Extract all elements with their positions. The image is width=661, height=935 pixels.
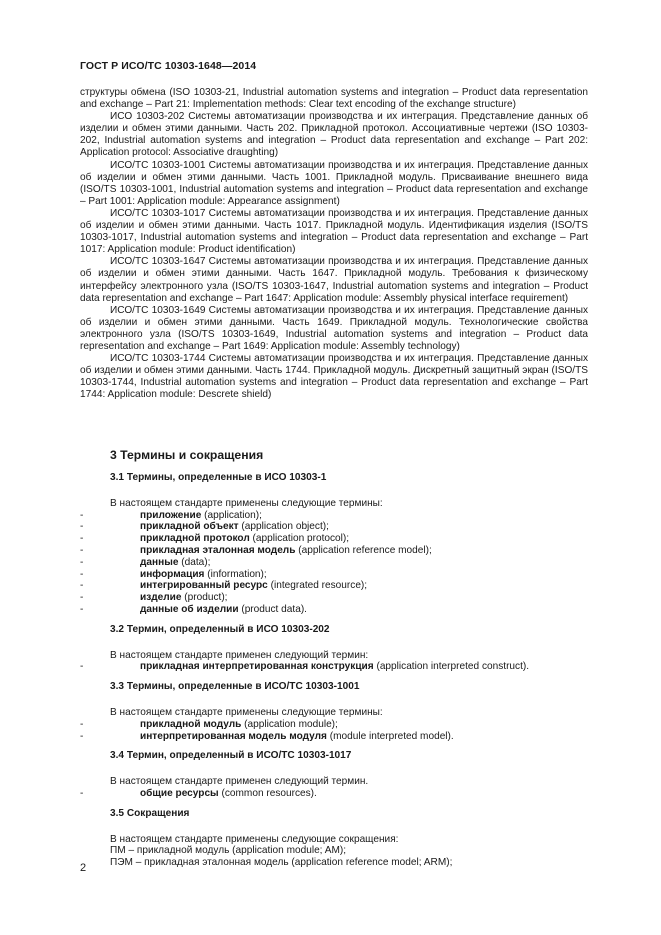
subsection-lead: В настоящем стандарте применены следующие термины: [110,706,383,718]
term-translation: (application object); [238,521,329,533]
term-name: прикладная интерпретированная конструкция [140,661,374,673]
term-translation: (module interpreted model). [326,730,454,742]
term-name: прикладной протокол [140,533,250,545]
subsection-heading: 3.2 Термин, определенный в ИСО 10303-202 [110,623,330,635]
term-translation: (application); [201,509,262,521]
subsection-heading: 3.3 Термины, определенные в ИСО/ТС 10303-1001 [110,681,360,693]
term-translation: (information); [204,568,267,580]
term-item: - прикладная интерпретированная конструкция (application interpreted construct). [80,661,530,673]
term-item: - данные об изделии (product data). [80,603,307,615]
term-name: изделие [140,592,182,604]
term-name: прикладная эталонная модель [140,544,296,556]
term-name: общие ресурсы [140,787,219,799]
reference-paragraph: ИСО/ТС 10303-1017 Системы автоматизации производства и их интеграция. Представление данных об изделии и обмен этими данными. Часть 1017. Прикладной модуль. Идентификация изделия (ISO/TS 10303-1017, Industrial automation systems and integration – Product data representation and exchange – Part 1017: Application module: Product identification) [80,207,588,256]
term-item: - прикладной объект (application object); [80,521,329,533]
term-group [80,472,588,616]
term-list [80,661,588,673]
reference-paragraph: ИСО/ТС 10303-1001 Системы автоматизации производства и их интеграция. Представление данных об изделии и обмен этими данными. Часть 1001. Прикладной модуль. Присваивание внешнего вида (ISO/TS 10303-1001, Industrial automation systems and integration – Product data representation and exchange – Part 1001: Application module: Appearance assignment) [80,159,588,207]
term-item: - общие ресурсы (common resources). [80,787,317,799]
document-header: ГОСТ Р ИСО/ТС 10303-1648—2014 [80,60,257,72]
term-name: данные об изделии [140,603,239,615]
reference-paragraph: ИСО/ТС 10303-1647 Системы автоматизации производства и их интеграция. Представление данных об изделии и обмен этими данными. Часть 1647. Прикладной модуль. Требования к физическому интерфейсу электронного узла (ISO/TS 10303-1647, Industrial automation systems and integration – Product data representation and exchange – Part 1647: Application module: Assembly physical interface requirement) [80,256,588,304]
term-group [80,624,588,673]
term-list [80,719,588,743]
subsection-lead: В настоящем стандарте применен следующий термин. [110,776,369,788]
term-list [80,510,588,616]
term-translation: (product); [181,592,228,604]
term-translation: (integrated resource); [267,580,368,592]
term-name: прикладной объект [140,521,239,533]
term-item: - приложение (application); [80,509,262,521]
term-name: интегрированный ресурс [140,580,268,592]
reference-paragraph: ИСО/ТС 10303-1649 Системы автоматизации производства и их интеграция. Представление данных об изделии и обмен этими данными. Часть 1649. Прикладной модуль. Технологические свойства электронного узла (ISO/TS 10303-1649, Industrial automation systems and integration – Product data representation and exchange – Part 1649: Application module: Assembly technology) [80,304,588,352]
term-group [80,681,588,742]
references-body [80,87,588,401]
term-translation: (application interpreted construct). [373,661,530,673]
term-translation: (application module); [241,718,338,730]
term-name: информация [140,568,205,580]
term-item: - прикладной протокол (application protocol); [80,533,350,545]
term-item: - данные (data); [80,556,211,568]
subsection-heading: 3.5 Сокращения [110,807,190,819]
term-name: интерпретированная модель модуля [140,730,327,742]
term-translation: (data); [178,556,211,568]
subsection-lead: В настоящем стандарте применены следующие термины: [110,497,383,509]
term-item: - информация (information); [80,568,267,580]
subsection-lead: В настоящем стандарте применены следующие сокращения: [110,833,399,845]
subsection-heading: 3.4 Термин, определенный в ИСО/ТС 10303-1017 [110,750,352,762]
subsection-lead: В настоящем стандарте применен следующий термин: [110,649,369,661]
term-translation: (application protocol); [249,533,350,545]
reference-paragraph: структуры обмена (ISO 10303-21, Industrial automation systems and integration – Product data representation and exchange – Part 21: Implementation methods: Clear text encoding of the exchange structure) [80,87,588,111]
reference-paragraph: ИСО/ТС 10303-1744 Системы автоматизации производства и их интеграция. Представление данных об изделии и обмен этими данными. Часть 1744. Прикладной модуль. Дискретный защитный экран (ISO/TS 10303-1744, Industrial automation systems and integration – Product data representation and exchange – Part 1744: Application module: Descrete shield) [80,353,588,401]
subsection-heading: 3.1 Термины, определенные в ИСО 10303-1 [110,472,327,483]
term-translation: (common resources). [218,787,317,799]
abbreviation-item: ПЭМ – прикладная эталонная модель (application reference model; ARM); [110,857,453,869]
section-title: 3 Термины и сокращения [110,448,264,462]
term-list [80,788,588,800]
abbreviation-item: ПМ – прикладной модуль (application module; AM); [110,845,347,857]
term-item: - прикладная эталонная модель (application reference model); [80,544,432,556]
term-item: - прикладной модуль (application module); [80,718,338,730]
abbreviation-group [80,808,588,869]
term-item: - изделие (product); [80,592,228,604]
term-group [80,750,588,799]
term-name: данные [140,556,179,568]
reference-paragraph: ИСО 10303-202 Системы автоматизации производства и их интеграция. Представление данных об изделии и обмен этими данными. Часть 202. Прикладной протокол. Ассоциативные чертежи (ISO 10303-202, Industrial automation systems and integration – Product data representation and exchange – Part 202: Application protocol: Associative draughting) [80,111,588,159]
term-translation: (product data). [238,603,307,615]
term-translation: (application reference model); [295,544,432,556]
term-name: прикладной модуль [140,718,242,730]
term-item: - интегрированный ресурс (integrated resource); [80,580,368,592]
term-item: - интерпретированная модель модуля (module interpreted model). [80,730,454,742]
terms-section [80,472,588,877]
term-name: приложение [140,509,202,521]
page-number: 2 [80,862,87,874]
